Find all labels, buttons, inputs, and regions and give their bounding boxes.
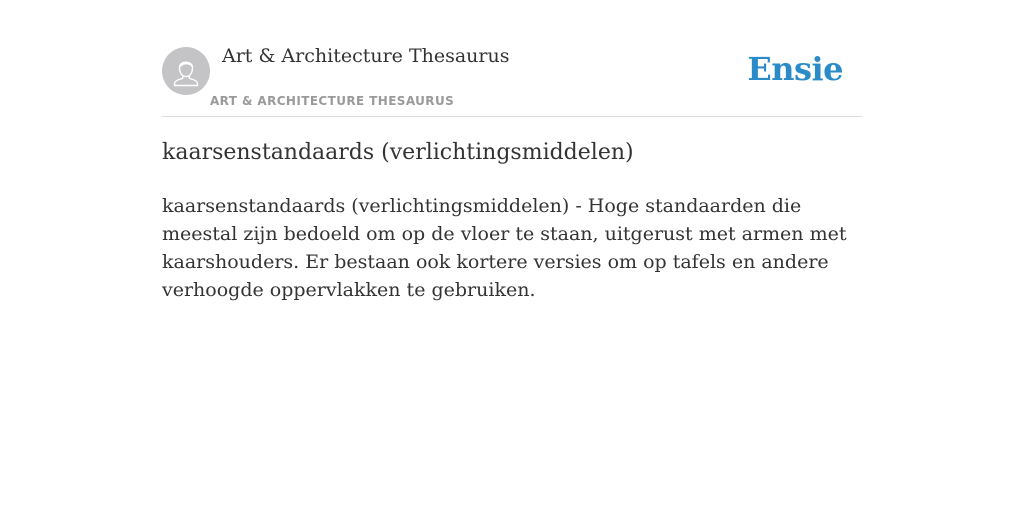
page-header [162,0,862,117]
ensie-logo[interactable]: Ensie [747,50,843,88]
user-silhouette-icon [162,47,210,95]
definition-text: kaarsenstandaards (verlichtingsmiddelen) - Hoge standaarden die meestal zijn bedoeld om op de vloer te staan, uitgerust met armen met kaarshouders. Er bestaan ook kortere versies om op tafels en andere verhoogde oppervlakken te gebruiken. [162,195,847,301]
page-container [162,0,862,301]
avatar[interactable] [162,47,210,95]
category-link[interactable]: ART & ARCHITECTURE THESAURUS [210,94,455,108]
author-name-link[interactable]: Art & Architecture Thesaurus [222,45,510,67]
page-title: kaarsenstandaards (verlichtingsmiddelen) [162,140,634,165]
